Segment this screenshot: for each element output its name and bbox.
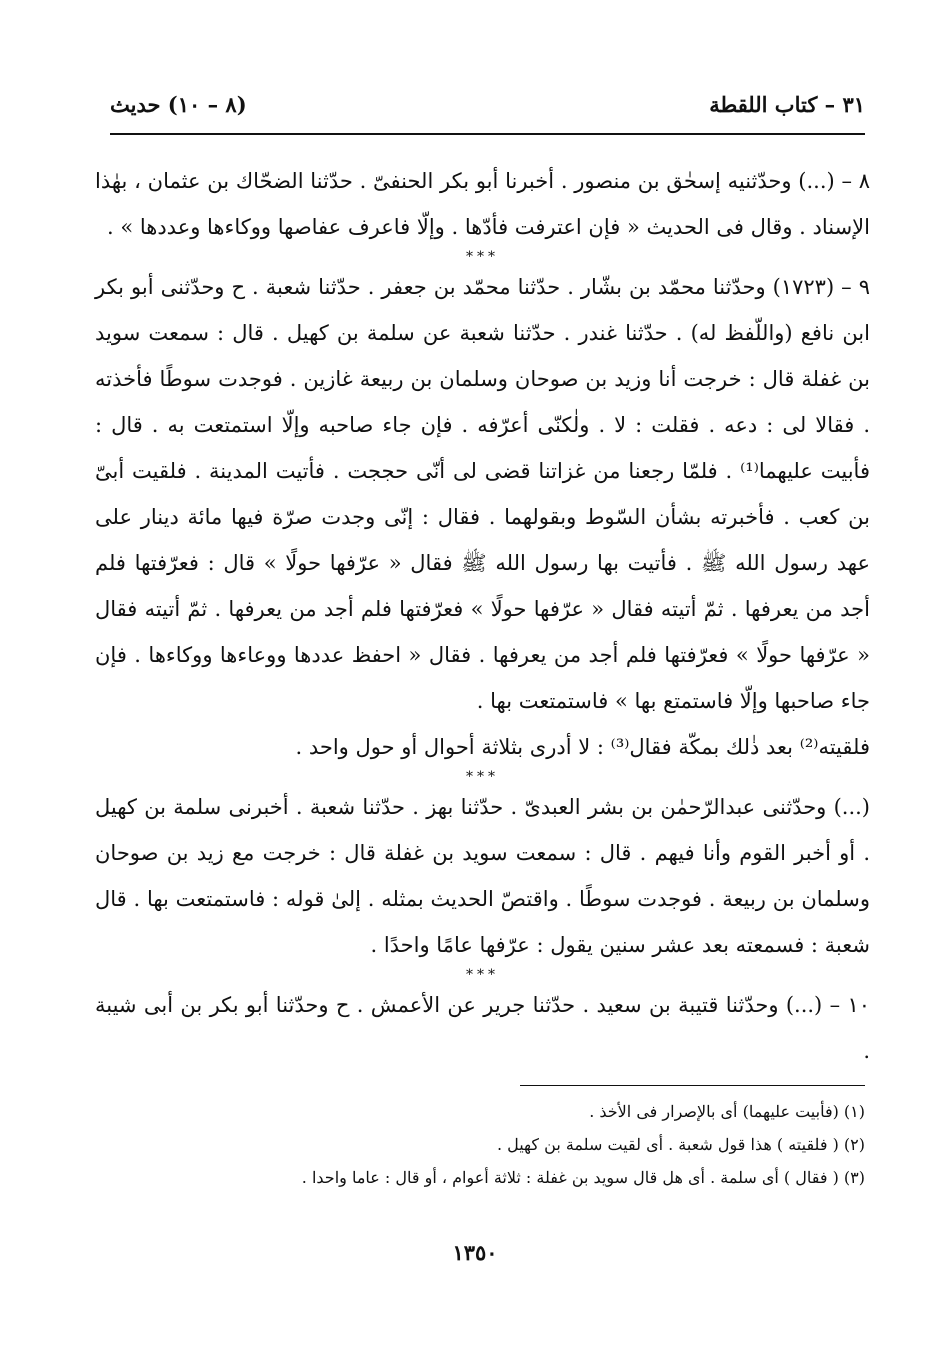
hadith-8-text: ٨ – (...) وحدّثنيه إسحٰق بن منصور . أخبرنا أبو بكر الحنفىّ . حدّثنا الضحّاك بن عثمان ، بهٰذا الإسناد . وقال فى الحديث « فإن اعترفت فأدّها . وإلّا فاعرف عفاصها ووكاءها وعددها » .: [95, 169, 870, 239]
section-separator: ***: [466, 967, 499, 983]
footnote-divider: [520, 1085, 865, 1086]
hadith-9-continuation: فلقيته⁽²⁾ بعد ذٰلك بمكّة فقال⁽³⁾ : لا أدرى بثلاثة أحوال أو حول واحد .: [295, 735, 870, 759]
footnote-1: (١) (فأبيت عليهما) أى بالإصرار فى الأخذ .: [589, 1102, 865, 1121]
section-separator: ***: [466, 769, 499, 785]
footnotes: [110, 1095, 865, 1194]
chapter-title: ٣١ – كتاب اللقطة: [709, 92, 865, 117]
page-body: [95, 158, 870, 1074]
header-divider: [110, 133, 865, 135]
running-header: [110, 92, 865, 132]
hadith-10-text: ١٠ – (...) وحدّثنا قتيبة بن سعيد . حدّثنا جرير عن الأعمش . ح وحدّثنا أبو بكر بن أبى شيبة .: [95, 993, 870, 1063]
hadith-range: (٨ – ١٠) حديث: [110, 92, 247, 117]
section-separator: ***: [466, 249, 499, 265]
hadith-9-text: ٩ – (١٧٢٣) وحدّثنا محمّد بن بشّار . حدّثنا محمّد بن جعفر . حدّثنا شعبة . ح وحدّثنى أبو بكر ابن نافع (واللّفظ له) . حدّثنا غندر . حدّثنا شعبة عن سلمة بن كهيل . قال : سمعت سويد بن غفلة قال : خرجت أنا وزيد بن صوحان وسلمان بن ربيعة غازين . فوجدت سوطًا فأخذته . فقالا لى : دعه . فقلت : لا . ولٰكنّى أعرّفه . فإن جاء صاحبه وإلّا استمتعت به . قال : فأبيت عليهما⁽¹⁾ . فلمّا رجعنا من غزاتنا قضى لى أنّى حججت . فأتيت المدينة . فلقيت أبىّ بن كعب . فأخبرته بشأن السّوط وبقولهما . فقال : إنّى وجدت صرّة فيها مائة دينار على عهد رسول الله ﷺ . فأتيت بها رسول الله ﷺ فقال « عرّفها حولًا » قال : فعرّفتها فلم أجد من يعرفها . ثمّ أتيته فقال « عرّفها حولًا » فعرّفتها فلم أجد من يعرفها . ثمّ أتيته فقال « عرّفها حولًا » فعرّفتها فلم أجد من يعرفها . فقال « احفظ عددها ووعاءها ووكاءها . فإن جاء صاحبها وإلّا فاستمتع بها » فاستمتعت بها .: [95, 275, 870, 713]
page-number: ١٣٥٠: [452, 1240, 498, 1265]
footnote-3: (٣) ( فقال ) أى سلمة . أى هل قال سويد بن غفلة : ثلاثة أعوام ، أو قال : عاما واحدا .: [301, 1168, 865, 1187]
hadith-9-variant-text: (...) وحدّثنى عبدالرّحمٰن بن بشر العبدىّ . حدّثنا بهز . حدّثنا شعبة . أخبرنى سلمة بن كهيل . أو أخبر القوم وأنا فيهم . قال : سمعت سويد بن غفلة قال : خرجت مع زيد بن صوحان وسلمان بن ربيعة . فوجدت سوطًا . واقتصّ الحديث بمثله . إلىٰ قوله : فاستمتعت بها . قال شعبة : فسمعته بعد عشر سنين يقول : عرّفها عامًا واحدًا .: [95, 795, 870, 957]
footnote-2: (٢) ( فلقيته ) هذا قول شعبة . أى لقيت سلمة بن كهيل .: [496, 1135, 865, 1154]
